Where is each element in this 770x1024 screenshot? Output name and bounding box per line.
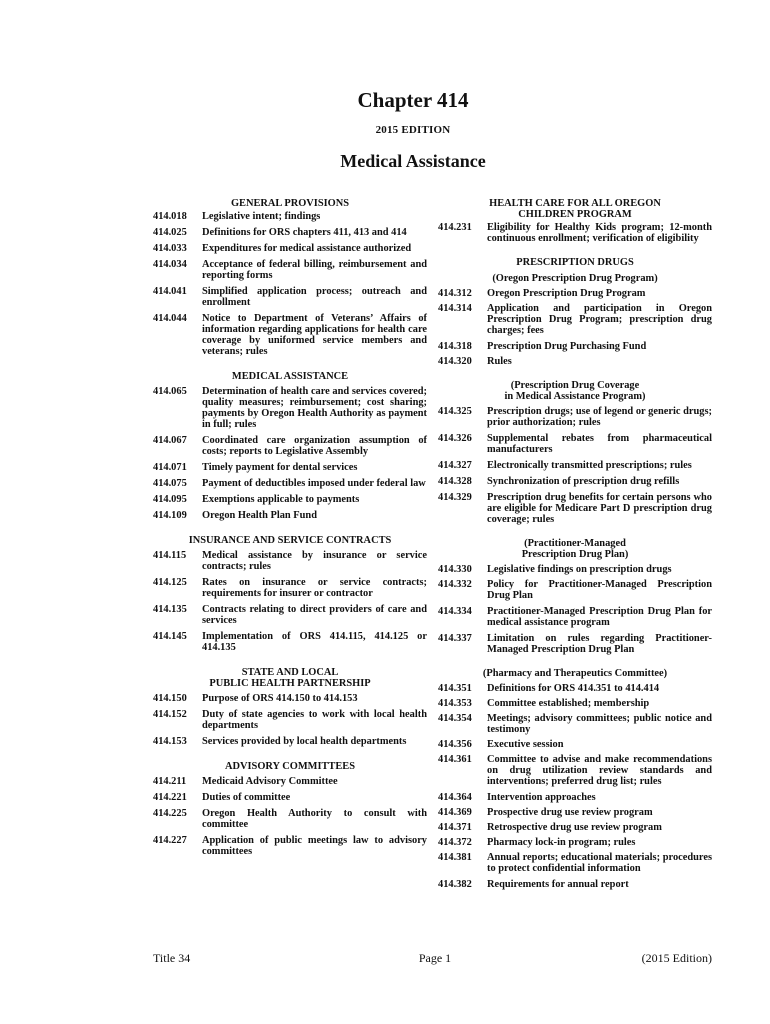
section-number: 414.225 xyxy=(153,808,187,819)
section-number: 414.312 xyxy=(438,288,472,299)
toc-entry xyxy=(438,356,712,367)
section-number: 414.327 xyxy=(438,460,472,471)
section-description: Legislative intent; findings xyxy=(202,211,321,222)
section-number: 414.318 xyxy=(438,341,472,352)
section-number: 414.041 xyxy=(153,286,187,297)
section-description: Medicaid Advisory Committee xyxy=(202,776,338,787)
toc-entry xyxy=(153,736,427,747)
section-number: 414.314 xyxy=(438,303,472,314)
section-number: 414.227 xyxy=(153,835,187,846)
section-number: 414.075 xyxy=(153,478,187,489)
section-description: Exemptions applicable to payments xyxy=(202,494,360,505)
section-description: Prescription drugs; use of legend or generic drugs; prior authorization; rules xyxy=(487,406,712,428)
toc-entry xyxy=(438,460,712,471)
section-heading: (Prescription Drug Coverage in Medical Assistance Program) xyxy=(504,380,646,402)
toc-entry xyxy=(153,478,427,489)
section-heading: (Pharmacy and Therapeutics Committee) xyxy=(482,668,668,679)
section-heading: GENERAL PROVISIONS xyxy=(230,198,350,209)
section-description: Rates on insurance or service contracts; requirements for insurer or contractor xyxy=(202,577,427,599)
section-description: Executive session xyxy=(487,739,564,750)
section-number: 414.018 xyxy=(153,211,187,222)
toc-entry xyxy=(438,683,712,694)
section-description: Oregon Prescription Drug Program xyxy=(487,288,646,299)
section-number: 414.371 xyxy=(438,822,472,833)
section-number: 414.150 xyxy=(153,693,187,704)
toc-entry xyxy=(153,792,427,803)
section-description: Application of public meetings law to advisory committees xyxy=(202,835,427,857)
section-description: Committee established; membership xyxy=(487,698,650,709)
toc-entry xyxy=(438,406,712,428)
toc-entry xyxy=(438,433,712,455)
footer-title: Title 34 xyxy=(153,951,191,965)
section-description: Prospective drug use review program xyxy=(487,807,653,818)
toc-entry xyxy=(153,211,427,222)
section-description: Duties of committee xyxy=(202,792,291,803)
section-description: Medical assistance by insurance or service contracts; rules xyxy=(202,550,427,572)
toc-entry xyxy=(153,550,427,572)
edition-label: 2015 EDITION xyxy=(375,124,451,136)
toc-entry xyxy=(153,286,427,308)
section-number: 414.334 xyxy=(438,606,472,617)
section-description: Supplemental rebates from pharmaceutical manufacturers xyxy=(487,433,712,455)
section-description: Payment of deductibles imposed under federal law xyxy=(202,478,426,489)
toc-entry xyxy=(153,313,427,357)
section-number: 414.328 xyxy=(438,476,472,487)
section-number: 414.095 xyxy=(153,494,187,505)
section-number: 414.145 xyxy=(153,631,187,642)
section-number: 414.221 xyxy=(153,792,187,803)
toc-entry xyxy=(438,288,712,299)
section-description: Intervention approaches xyxy=(487,792,596,803)
section-description: Expenditures for medical assistance authorized xyxy=(202,243,412,254)
section-number: 414.337 xyxy=(438,633,472,644)
toc-entry xyxy=(438,492,712,525)
toc-entry xyxy=(153,227,427,238)
footer-edition: (2015 Edition) xyxy=(641,951,712,965)
section-number: 414.325 xyxy=(438,406,472,417)
section-description: Committee to advise and make recommendations on drug utilization review standards and interventions; preferred drug list; rules xyxy=(487,754,712,787)
toc-entry xyxy=(438,222,712,244)
section-description: Policy for Practitioner-Managed Prescription Drug Plan xyxy=(487,579,712,601)
section-description: Services provided by local health departments xyxy=(202,736,407,747)
toc-entry xyxy=(438,303,712,336)
section-number: 414.329 xyxy=(438,492,472,503)
section-number: 414.125 xyxy=(153,577,187,588)
section-description: Prescription Drug Purchasing Fund xyxy=(487,341,647,352)
toc-entry xyxy=(438,606,712,628)
section-number: 414.320 xyxy=(438,356,472,367)
footer-page-number: Page 1 xyxy=(418,951,452,965)
section-heading: PRESCRIPTION DRUGS xyxy=(516,257,634,268)
section-number: 414.071 xyxy=(153,462,187,473)
section-description: Implementation of ORS 414.115, 414.125 or 414.135 xyxy=(202,631,427,653)
section-heading: INSURANCE AND SERVICE CONTRACTS xyxy=(188,535,392,546)
section-description: Coordinated care organization assumption of costs; reports to Legislative Assembly xyxy=(202,435,427,457)
toc-entry xyxy=(153,243,427,254)
section-number: 414.033 xyxy=(153,243,187,254)
toc-entry xyxy=(438,852,712,874)
toc-entry xyxy=(153,510,427,521)
toc-entry xyxy=(438,698,712,709)
toc-entry xyxy=(153,462,427,473)
toc-entry xyxy=(438,822,712,833)
section-description: Duty of state agencies to work with local health departments xyxy=(202,709,427,731)
section-number: 414.351 xyxy=(438,683,472,694)
section-number: 414.044 xyxy=(153,313,187,324)
section-description: Limitation on rules regarding Practitioner-Managed Prescription Drug Plan xyxy=(487,633,712,655)
toc-entry xyxy=(438,633,712,655)
toc-entry xyxy=(438,579,712,601)
section-number: 414.211 xyxy=(153,776,187,787)
toc-entry xyxy=(153,776,427,787)
section-description: Determination of health care and services covered; quality measures; reimbursement; cost sharing; payments by Oregon Health Authority as payment in full; rules xyxy=(202,386,427,430)
section-description: Pharmacy lock-in program; rules xyxy=(487,837,636,848)
toc-entry xyxy=(438,807,712,818)
toc-entry xyxy=(153,631,427,653)
toc-entry xyxy=(438,754,712,787)
section-description: Definitions for ORS 414.351 to 414.414 xyxy=(487,683,660,694)
toc-entry xyxy=(153,494,427,505)
section-number: 414.153 xyxy=(153,736,187,747)
toc-entry xyxy=(153,604,427,626)
toc-entry xyxy=(153,835,427,857)
section-description: Legislative findings on prescription drugs xyxy=(487,564,672,575)
chapter-heading: Chapter 414 xyxy=(357,88,469,112)
section-number: 414.330 xyxy=(438,564,472,575)
section-description: Acceptance of federal billing, reimbursement and reporting forms xyxy=(202,259,427,281)
section-description: Synchronization of prescription drug refills xyxy=(487,476,680,487)
section-description: Simplified application process; outreach and enrollment xyxy=(202,286,427,308)
chapter-title: Medical Assistance xyxy=(340,151,486,171)
section-number: 414.364 xyxy=(438,792,472,803)
section-number: 414.356 xyxy=(438,739,472,750)
toc-entry xyxy=(153,386,427,430)
toc-entry xyxy=(438,739,712,750)
toc-entry xyxy=(153,259,427,281)
section-number: 414.369 xyxy=(438,807,472,818)
section-number: 414.109 xyxy=(153,510,187,521)
toc-entry xyxy=(153,435,427,457)
section-description: Oregon Health Plan Fund xyxy=(202,510,317,521)
section-number: 414.152 xyxy=(153,709,187,720)
section-description: Practitioner-Managed Prescription Drug Plan for medical assistance program xyxy=(487,606,712,628)
section-heading: (Oregon Prescription Drug Program) xyxy=(492,273,658,284)
toc-entry xyxy=(153,709,427,731)
section-description: Retrospective drug use review program xyxy=(487,822,662,833)
section-description: Prescription drug benefits for certain persons who are eligible for Medicare Part D prescription drug coverage; rules xyxy=(487,492,712,525)
toc-entry xyxy=(153,577,427,599)
section-description: Timely payment for dental services xyxy=(202,462,358,473)
toc-entry xyxy=(438,792,712,803)
toc-entry xyxy=(438,341,712,352)
section-number: 414.382 xyxy=(438,879,472,890)
section-description: Purpose of ORS 414.150 to 414.153 xyxy=(202,693,358,704)
section-number: 414.361 xyxy=(438,754,472,765)
section-number: 414.326 xyxy=(438,433,472,444)
toc-entry xyxy=(438,713,712,735)
section-heading: STATE AND LOCAL PUBLIC HEALTH PARTNERSHIP xyxy=(209,667,371,689)
section-number: 414.025 xyxy=(153,227,187,238)
section-number: 414.135 xyxy=(153,604,187,615)
toc-entry xyxy=(438,837,712,848)
section-description: Application and participation in Oregon Prescription Drug Program; prescription drug charges; fees xyxy=(487,303,712,336)
section-heading: MEDICAL ASSISTANCE xyxy=(231,371,349,382)
section-description: Rules xyxy=(487,356,512,367)
section-number: 414.353 xyxy=(438,698,472,709)
section-heading: (Practitioner-Managed Prescription Drug Plan) xyxy=(521,538,629,560)
section-number: 414.034 xyxy=(153,259,187,270)
left-column xyxy=(153,198,427,857)
section-number: 414.065 xyxy=(153,386,187,397)
section-number: 414.354 xyxy=(438,713,472,724)
section-number: 414.381 xyxy=(438,852,472,863)
section-number: 414.231 xyxy=(438,222,472,233)
section-number: 414.332 xyxy=(438,579,472,590)
section-number: 414.372 xyxy=(438,837,472,848)
right-column xyxy=(438,198,712,890)
toc-entry xyxy=(153,693,427,704)
section-description: Oregon Health Authority to consult with committee xyxy=(202,808,427,830)
section-number: 414.115 xyxy=(153,550,187,561)
section-number: 414.067 xyxy=(153,435,187,446)
section-heading: HEALTH CARE FOR ALL OREGON CHILDREN PROGRAM xyxy=(489,198,661,220)
section-description: Notice to Department of Veterans’ Affairs of information regarding applications for health care coverage by uniformed service members and veterans; rules xyxy=(202,313,427,357)
section-description: Eligibility for Healthy Kids program; 12-month continuous enrollment; verification of eligibility xyxy=(487,222,712,244)
toc-entry xyxy=(438,476,712,487)
toc-entry xyxy=(153,808,427,830)
section-description: Electronically transmitted prescriptions; rules xyxy=(487,460,692,471)
section-description: Requirements for annual report xyxy=(487,879,629,890)
section-heading: ADVISORY COMMITTEES xyxy=(224,761,355,772)
section-description: Annual reports; educational materials; procedures to protect confidential information xyxy=(487,852,712,874)
toc-entry xyxy=(438,879,712,890)
toc-entry xyxy=(438,564,712,575)
section-description: Definitions for ORS chapters 411, 413 and 414 xyxy=(202,227,407,238)
section-description: Contracts relating to direct providers of care and services xyxy=(202,604,427,626)
section-description: Meetings; advisory committees; public notice and testimony xyxy=(487,713,712,735)
